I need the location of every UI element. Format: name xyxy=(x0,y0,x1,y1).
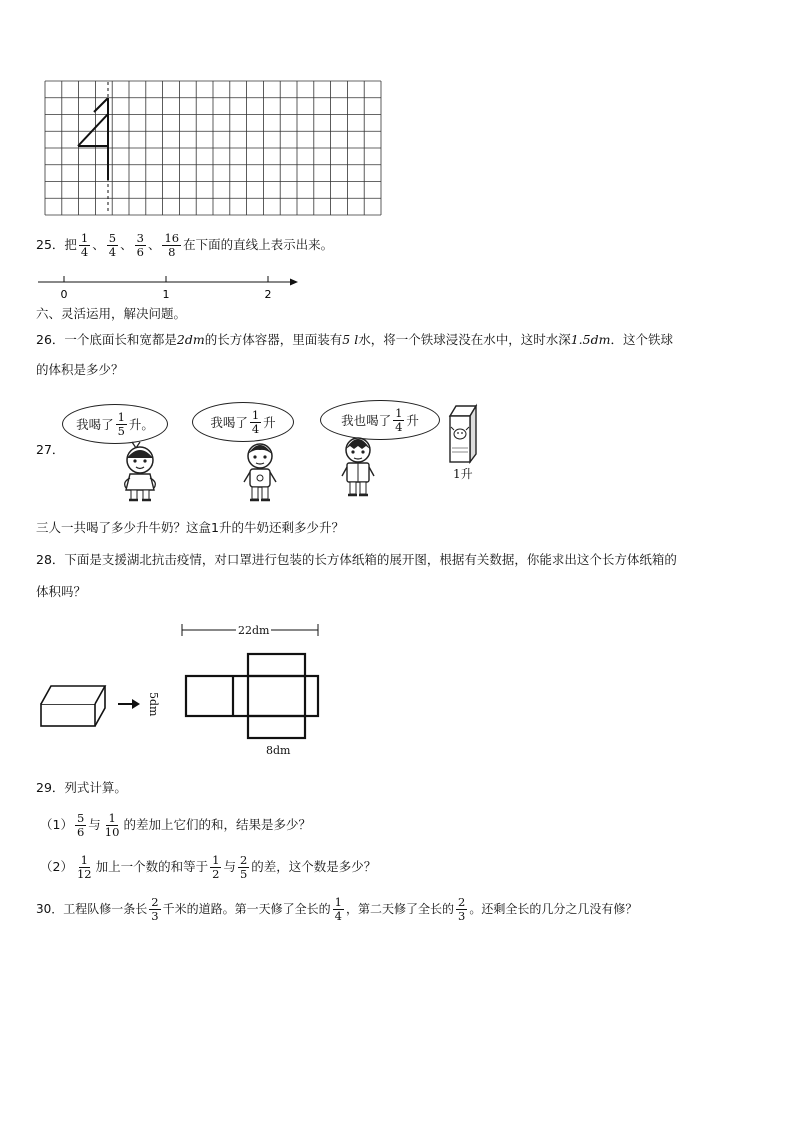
q26-unit: dm xyxy=(184,332,205,347)
tick-label-1: 1 xyxy=(162,288,170,301)
dimension-label-bottom: 8dm xyxy=(266,744,291,757)
q28-number: 28． xyxy=(36,552,65,567)
q26-value: 5 xyxy=(342,332,351,347)
q25-pre: 把 xyxy=(64,237,77,252)
bubble1-frac: $\frac{1}{5}$ xyxy=(117,409,125,438)
question-26-line2: 的体积是多少？ xyxy=(36,362,124,377)
question-28 xyxy=(36,550,677,570)
q29-frac: $\frac{2}{5}$ xyxy=(239,853,248,881)
q29-frac: $\frac{1}{2}$ xyxy=(212,853,220,881)
q26-text: 一个底面长和宽都是 xyxy=(64,332,177,347)
q30-text: 千米的道路。第一天修了全长的 xyxy=(162,902,331,916)
question-28-line2: 体积吗？ xyxy=(36,584,87,599)
q25-sep: 、 xyxy=(92,237,105,252)
q29-text: 的差加上它们的和，结果是多少？ xyxy=(123,817,311,832)
bubble1-pre: 我喝了 xyxy=(76,417,114,432)
unfolded-net xyxy=(186,654,318,738)
q30-frac: $\frac{1}{4}$ xyxy=(334,895,342,923)
q27-question: 三人一共喝了多少升牛奶？这盒1升的牛奶还剩多少升？ xyxy=(36,520,344,535)
q26-text: 水，将一个铁球浸没在水中，这时水深 xyxy=(358,332,571,347)
cuboid-box xyxy=(41,686,105,726)
q26-unit: l xyxy=(354,332,359,347)
bubble3-pre: 我也喝了 xyxy=(341,413,392,428)
q29-part2 xyxy=(40,854,376,881)
q25-sep: 、 xyxy=(120,237,133,252)
q29-label: （1） xyxy=(40,817,73,832)
q28-text: 下面是支援湖北抗击疫情，对口罩进行包装的长方体纸箱的展开图，根据有关数据，你能求出这个长方体纸箱的 xyxy=(64,552,677,567)
q25-frac-3: $\frac{3}{6}$ xyxy=(136,231,144,259)
bubble2-post: 升 xyxy=(263,415,276,430)
q29-frac: $\frac{1}{12}$ xyxy=(76,853,92,881)
q25-sep: 、 xyxy=(147,237,161,252)
q30-frac: $\frac{2}{3}$ xyxy=(151,895,159,923)
q25-post: 在下面的直线上表示出来。 xyxy=(183,237,334,252)
bubble1-post: 升。 xyxy=(128,417,154,432)
q29-text: 的差，这个数是多少？ xyxy=(251,859,377,874)
tick-label-2: 2 xyxy=(264,288,272,301)
q26-text: ．这个铁球 xyxy=(610,332,673,347)
q26-text: 的长方体容器，里面装有 xyxy=(204,332,343,347)
question-25 xyxy=(36,232,333,259)
q29-frac: $\frac{5}{6}$ xyxy=(76,811,85,839)
q26-unit: dm xyxy=(590,332,611,347)
q25-frac-2: $\frac{5}{4}$ xyxy=(108,231,117,259)
q30-text: 工程队修一条长 xyxy=(63,902,148,916)
q27-number: 27． xyxy=(36,442,65,457)
dimension-label-top: 22dm xyxy=(238,624,270,637)
box-net-figure xyxy=(36,620,336,764)
q29-part1 xyxy=(40,812,311,839)
milk-carton-label: 1升 xyxy=(453,467,473,481)
q25-frac-1: $\frac{1}{4}$ xyxy=(80,231,89,259)
child-boy-illustration-1 xyxy=(236,440,286,506)
tick-label-0: 0 xyxy=(60,288,68,301)
q30-frac: $\frac{2}{3}$ xyxy=(457,895,466,923)
dimension-label-left: 5dm xyxy=(147,692,160,717)
q26-value: 2 xyxy=(176,332,185,347)
section-heading: 六、灵活运用，解决问题。 xyxy=(36,306,187,321)
bubble2-pre: 我喝了 xyxy=(210,415,248,430)
q29-text: 加上一个数的和等于 xyxy=(95,859,209,874)
speech-bubble-2 xyxy=(192,402,294,442)
number-line xyxy=(36,274,306,304)
q30-text: 。还剩全长的几分之几没有修？ xyxy=(469,902,638,916)
speech-bubble-1 xyxy=(62,404,168,444)
child-girl-illustration xyxy=(110,440,170,504)
q29-text: 与 xyxy=(223,859,236,874)
child-boy-illustration-2 xyxy=(334,434,384,502)
bubble2-frac: $\frac{1}{4}$ xyxy=(251,407,260,436)
q26-number: 26． xyxy=(36,332,65,347)
milk-carton-illustration xyxy=(444,402,484,464)
question-26 xyxy=(36,330,673,350)
q25-frac-4: $\frac{16}{8}$ xyxy=(164,231,180,259)
question-30 xyxy=(36,896,637,923)
q29-title: 29．列式计算。 xyxy=(36,780,127,795)
q26-value: 1.5 xyxy=(570,332,591,347)
q30-number: 30． xyxy=(36,902,64,916)
bubble3-frac: $\frac{1}{4}$ xyxy=(395,405,403,434)
q30-text: ，第二天修了全长的 xyxy=(345,902,454,916)
q29-label: （2） xyxy=(40,859,73,874)
q29-frac: $\frac{1}{10}$ xyxy=(104,811,120,839)
drawn-shape xyxy=(78,98,108,180)
bubble3-post: 升 xyxy=(406,413,419,428)
q25-number: 25． xyxy=(36,237,65,252)
q29-text: 与 xyxy=(88,817,101,832)
grid-figure xyxy=(44,80,384,216)
